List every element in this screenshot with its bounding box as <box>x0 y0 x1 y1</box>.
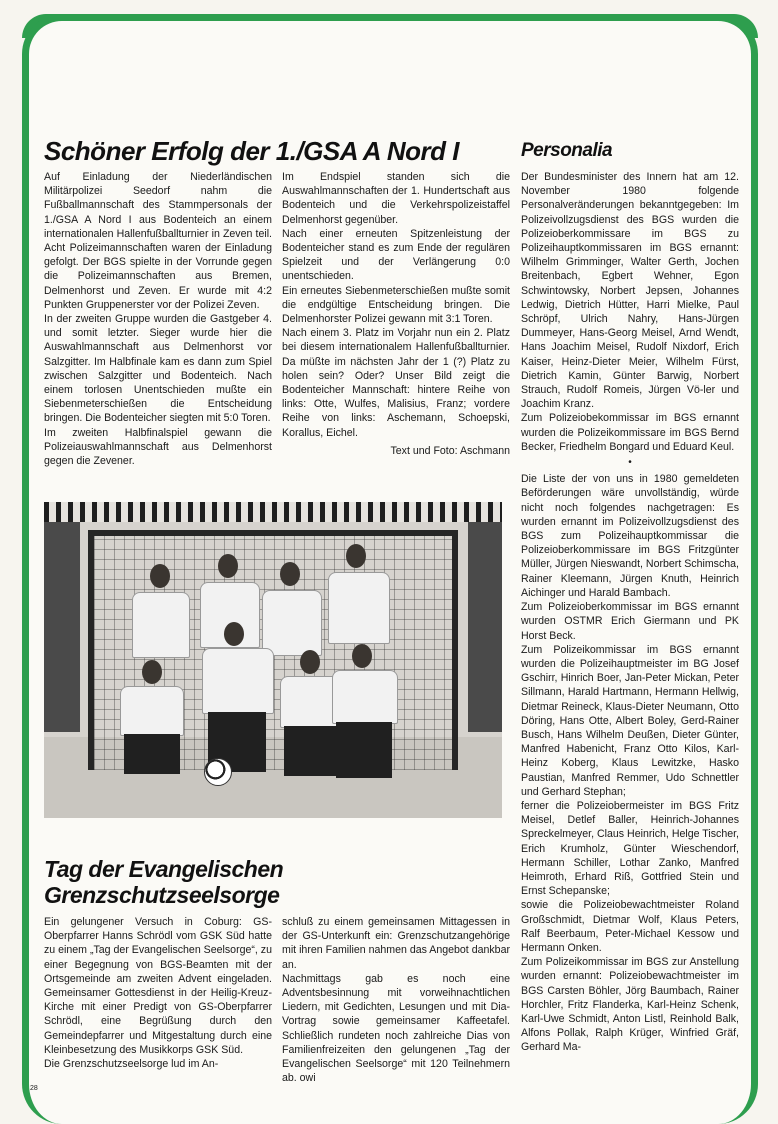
page-number: 28 <box>30 1085 38 1092</box>
article1-column-2 <box>282 170 510 492</box>
paragraph: Zum Polizeioberkommissar im BGS ernannt wurden OSTMR Erich Giermann und PK Horst Beck. <box>521 601 739 642</box>
paragraph: Zum Polizeikommissar im BGS ernannt wurden die Polizeihauptmeister im BG Josef Gschirr, Hinrich Boer, Jan-Peter Mickan, Peter Sillmann, Harald Hartmann, Hermann Hellwig, Dietmar Reineck, Klaus-Dieter Neumann, Otto Döring, Hans Otte, Albert Boley, Gerd-Rainer Busch, Hans Wilhelm Deußen, Dieter Günter, Manfred Habenicht, Franz Otto Kilos, Karl-Heinz Koberg, Klaus Lewitzke, Hasko Paustian, Manfred Remmer, Udo Schnettler und Gerhard Stephan; <box>521 643 739 798</box>
article2-column-1 <box>44 915 272 1095</box>
separator-dot: • <box>628 457 632 469</box>
photo-wall-right <box>468 522 502 732</box>
paragraph: Nach einer erneuten Spitzenleistung der Bodenteicher stand es zum Ende der regulären Spielzeit und der Verlängerung 0:0 unentschieden. <box>282 227 510 283</box>
paragraph: schluß zu einem gemeinsamen Mittagessen in der GS-Unterkunft ein: Grenzschutzangehörige mit ihren Familien nahmen das Angebot dankbar an. <box>282 916 510 971</box>
photo-stripes <box>44 502 502 522</box>
paragraph: Ein gelungener Versuch in Coburg: GS-Oberpfarrer Hanns Schrödl vom GSK Süd hatte zu einem „Tag der Evangelischen Seelsorge“, zu einer Begegnung von BGS-Beamten mit der Ortsgemeinde am zweiten Advent eingeladen. Gemeinsamer Gottesdienst in der Heilig-Kreuz-Kirche mit einer Predigt von GS-Oberpfarrer Schrödl, eine Begrüßung durch den Gemeindepfarrer und Mitgestaltung durch eine Kleinbesetzung des Musikkorps GSK Süd. <box>44 916 272 1056</box>
paragraph: Im zweiten Halbfinalspiel gewann die Polizeiauswahlmannschaft aus Delmenhorst gegen die Zevener. <box>44 426 272 468</box>
photo-wall-left <box>44 522 80 732</box>
article2-column-2 <box>282 915 510 1095</box>
paragraph: Auf Einladung der Niederländischen Militärpolizei Seedorf nahm die Fußballmannschaft des Stammpersonals der 1./GSA A Nord I aus Bodenteich an einem internationalen Hallenfußballturnier in Zeven teil. Acht Polizeimannschaften waren der Einladung gefolgt. Der BGS spielte in der Vorrunde gegen die Polizeimannschaften aus Bremen, Delmenhorst und Zeven. Er wurde mit 4:2 Punkten Gruppenerster vor der Polizei Zeven. <box>44 171 272 311</box>
football <box>204 758 232 786</box>
paragraph: Nachmittags gab es noch eine Adventsbesinnung mit vorweihnachtlichen Liedern, mit Gedichten, Lesungen und mit Dia-Vortrag sowie gemeinsamer Kaffeetafel. Schließlich rundeten noch zahlreiche Dias von Familienfreizeiten den gelungenen „Tag der Evangelischen Seelsorge“ mit 120 Teilnehmern ab. owi <box>282 972 510 1085</box>
article2-title: Tag der Evangelischen Grenzschutzseelsorge <box>44 856 284 908</box>
paragraph: Die Grenzschutzseelsorge lud im An- <box>44 1058 219 1071</box>
paragraph: ferner die Polizeiobermeister im BGS Fritz Meisel, Detlef Baller, Heinrich-Johannes Spreckelmeyer, Claus Heinrich, Helge Tischer, Erich Krumholz, Günter Wieschendorf, Hermann Schiller, Lothar Zanko, Manfred Heimroth, Erhard Riß, Gottfried Stein und Ernst Schepanske; <box>521 799 739 898</box>
paragraph: Im Endspiel standen sich die Auswahlmannschaften der 1. Hundertschaft aus Bodenteich und die Verkehrspolizeistaffel Delmenhorst gegenüber. <box>282 171 510 226</box>
paragraph: Der Bundesminister des Innern hat am 12. November 1980 folgende Personalveränderungen bekanntgegeben: Im Polizeivollzugsdienst des BGS wurden die Polizeioberkommissare im BGS zu Polizeihauptkommissaren im BGS ernannt: Wilhelm Grimminger, Walter Gerth, Jochen Breitenbach, Egbert Wehner, Egon Schwintowsky, Norbert Jepsen, Johannes Ledwig, Dietrich Hütter, Harri Mielke, Paul Schröpf, Ulrich Nahry, Hans-Jürgen Dummeyer, Hans-Georg Meisel, Arnd Wendt, Hans Joachim Meisel, Rudolf Nixdorf, Erich Kaiser, Heinz-Dieter Meier, Wilhelm Fürst, Dietrich Kamin, Günter Barwig, Norbert Strauch, Rudolf Romeis, Jürgen Vö-ler und Joachim Kranz. <box>521 171 739 411</box>
article1-title: Schöner Erfolg der 1./GSA A Nord I <box>44 136 459 166</box>
paragraph: sowie die Polizeiobewachtmeister Roland Großschmidt, Dietmar Wolf, Klaus Peters, Ralf Beerbaum, Peter-Michael Kessow und Hermann Onken. <box>521 899 739 954</box>
paragraph: Zum Polizeikommissar im BGS zur Anstellung wurden ernannt: Polizeiobewachtmeister im BGS Carsten Böhler, Jörg Baumbach, Rainer Horchler, Fritz Flanderka, Karl-Heinz Schenk, Karl-Uwe Schmidt, Anton Listl, Reinhold Balk, Alfons Pollak, Ralph Krüger, Winfried Gräf, Gerhard Ma- <box>521 956 739 1054</box>
personalia-title: Personalia <box>521 140 613 161</box>
paragraph: Die Liste der von uns in 1980 gemeldeten Beförderungen wäre unvollständig, würde nicht noch folgendes nachgetragen: Es wurden ernannt im Polizeivollzugsdienst des BGS zum Polizeihauptkommissar die Polizeioberkommissare im BGS Fritzgünter Müller, Jürgen Nieswandt, Norbert Schimscha, Rainer Kleemann, Jürgen Knuth, Heinrich Aichinger und Harald Bambach. <box>521 473 739 599</box>
paragraph: Zum Polizeiobekommissar im BGS ernannt wurden die Polizeikommissare im BGS Bernd Becker, Friedhelm Bongard und Eduard Keul. <box>521 412 739 453</box>
article1-column-1 <box>44 170 272 492</box>
paragraph: Ein erneutes Siebenmeterschießen mußte somit die endgültige Entscheidung bringen. Die Delmenhorster Polizei gewann mit 3:1 Toren. <box>282 284 510 326</box>
team-photo <box>44 502 502 818</box>
photo-credit: Text und Foto: Aschmann <box>390 444 510 457</box>
paragraph: In der zweiten Gruppe wurden die Gastgeber 4. und somit letzter. Sieger wurde hier die Auswahlmannschaft aus Delmenhorst vor Salzgitter. Im Halbfinale kam es dann zum Spiel zwischen Salzgitter und Bodenteich. Nach einem torlosen Unentschieden mußte ein Siebenmeterschießen die Entscheidung bringen. Die Bodenteicher siegten mit 5:0 Toren. <box>44 313 272 425</box>
personalia-column <box>521 170 739 1098</box>
paragraph: Nach einem 3. Platz im Vorjahr nun ein 2. Platz bei diesem internationalem Hallenfußballturnier. Da müßte im nächsten Jahr der 1 (?) Platz zu holen sein? Oder? Unser Bild zeigt die Bodenteicher Mannschaft: hintere Reihe von links: Otte, Wulfes, Malisius, Franz; vordere Reihe von links: Aschemann, Schoepski, Korallus, Eichel. <box>282 327 510 439</box>
